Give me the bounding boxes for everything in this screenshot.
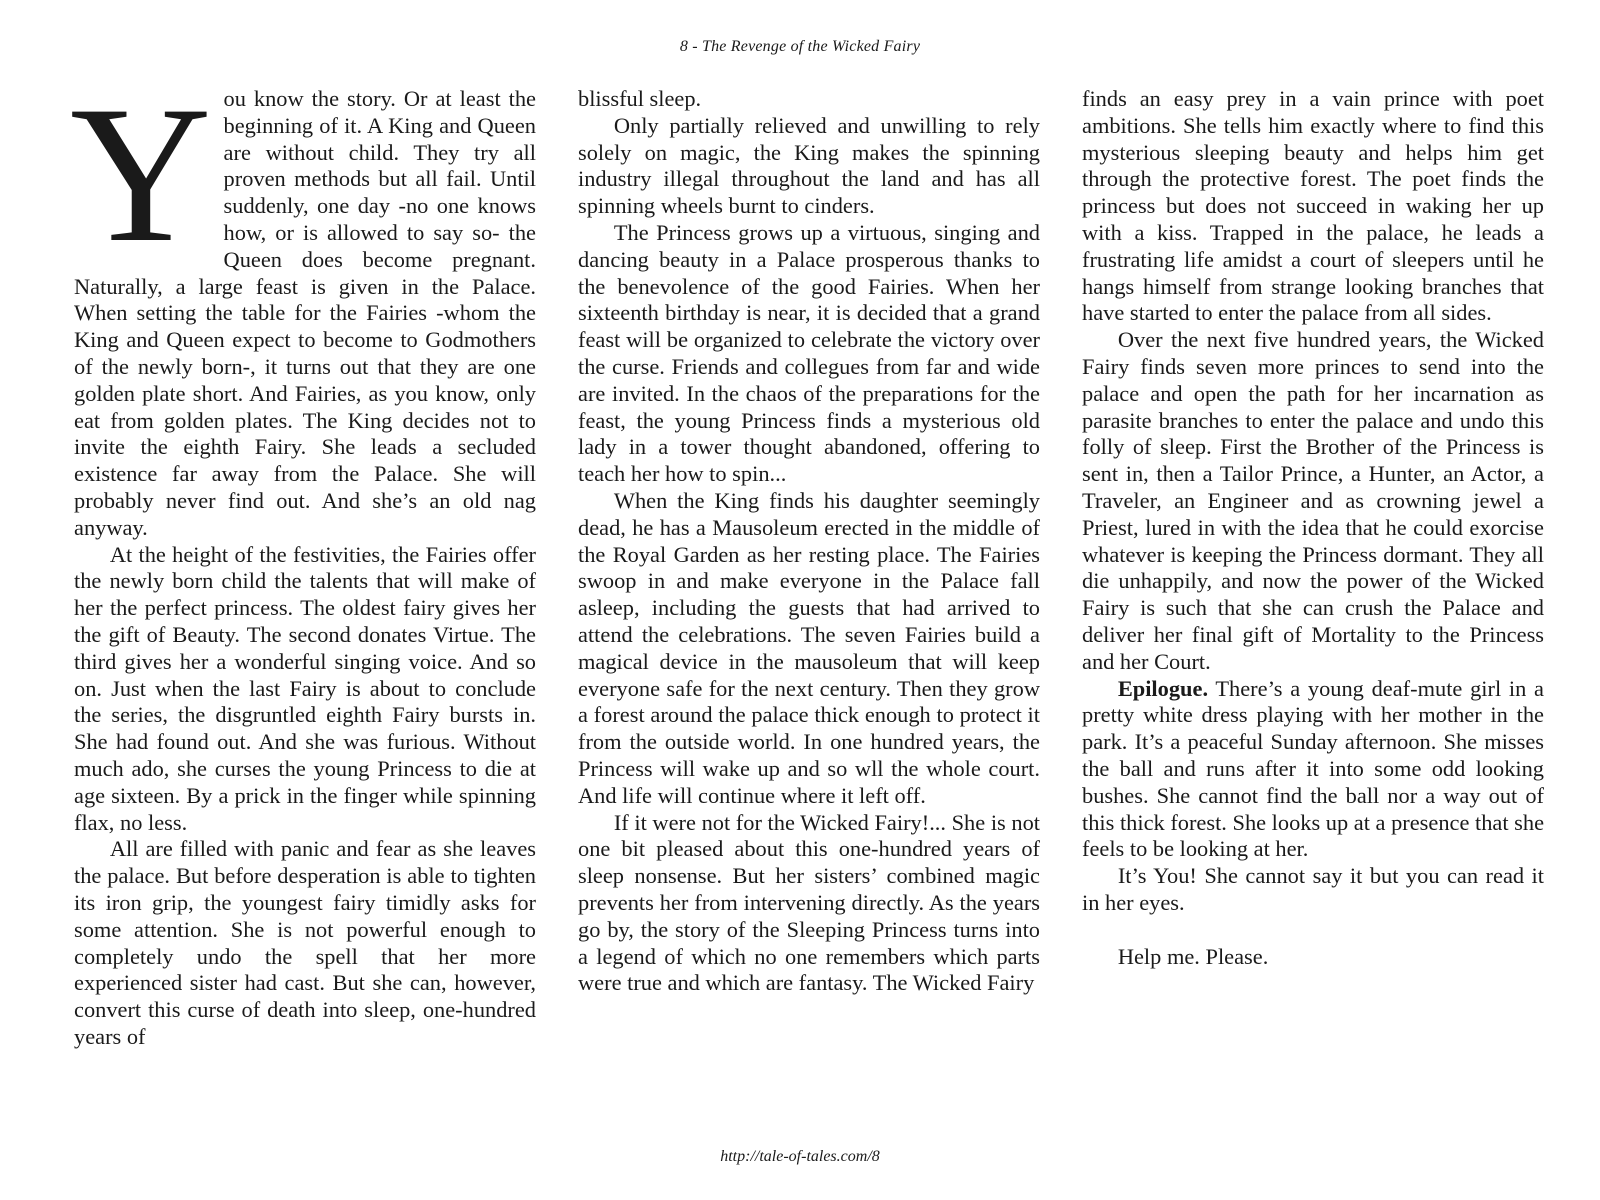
footer-url: http://tale-of-tales.com/8 [720,1148,880,1165]
text-column-3 [1082,86,1544,970]
paragraph-text: ou know the story. Or at least the beginning of it. A King and Queen are without child. They try all proven methods but all fail. Until suddenly, one day -no one knows how, or is allowed to say so- the Queen does become pregnant. Naturally, a large feast is given in the Palace. When setting the table for the Fairies -whom the King and Queen expect to become to Godmothers of the newly born-, it turns out that they are one golden plate short. And Fairies, as you know, only eat from golden plates. The King decides not to invite the eighth Fairy. She leads a secluded existence far away from the Palace. She will probably never find out. And she’s an old nag anyway. [74,86,536,540]
blank-line [1082,917,1544,944]
paragraph: Only partially relieved and unwilling to rely solely on magic, the King makes the spinning industry illegal throughout the land and has all spinning wheels burnt to cinders. [578,112,1040,219]
closing-line: Help me. Please. [1117,943,1269,969]
paragraph: All are filled with panic and fear as she leaves the palace. But before desperation is able to tighten its iron grip, the youngest fairy timidly asks for some attention. She is not powerful enough to completely undo the spell that her more experienced sister had cast. But she can, however, convert this curse of death into sleep, one-hundred years of [74,836,536,1049]
epilogue-label: Epilogue. [1117,675,1209,701]
paragraph: Over the next five hundred years, the Wicked Fairy finds seven more princes to send into the palace and open the path for her incarnation as parasite branches to enter the palace and undo this folly of sleep. First the Brother of the Princess is sent in, then a Tailor Prince, a Hunter, an Actor, a Traveler, an Engineer and as crowning jewel a Priest, lured in with the idea that he could exorcise whatever is keeping the Princess dormant. They all die unhappily, and now the power of the Wicked Fairy is such that she can crush the Palace and deliver her final gift of Mortality to the Princess and her Court. [1082,327,1544,674]
paragraph-continued: finds an easy prey in a vain prince with poet ambitions. She tells him exactly where to find this mysterious sleeping beauty and helps him get through the protective forest. The poet finds the princess but does not succeed in waking her up with a kiss. Trapped in the palace, he leads a frustrating life amidst a court of sleepers until he hangs himself from strange looking branches that have started to enter the palace from all sides. [1082,86,1544,326]
text-column-2 [578,86,1040,997]
paragraph: It’s You! She cannot say it but you can read it in her eyes. [1082,863,1544,915]
paragraph: When the King finds his daughter seemingly dead, he has a Mausoleum erected in the middle of the Royal Garden as her resting place. The Fairies swoop in and make everyone in the Palace fall asleep, including the guests that had arrived to attend the celebrations. The seven Fairies build a magical device in the mausoleum that will keep everyone safe for the next century. Then they grow a forest around the palace thick enough to protect it from the outside world. In one hundred years, the Princess will wake up and so wll the whole court. And life will continue where it left off. [578,487,1040,808]
paragraph: The Princess grows up a virtuous, singing and dancing beauty in a Palace prosperous thanks to the benevolence of the good Fairies. When her sixteenth birthday is near, it is decided that a grand feast will be organized to celebrate the victory over the curse. Friends and collegues from far and wide are invited. In the chaos of the preparations for the feast, the young Princess finds a mysterious old lady in a tower thought abandoned, offering to teach her how to spin... [578,219,1040,487]
running-head: 8 - The Revenge of the Wicked Fairy [679,38,921,55]
paragraph-continued: blissful sleep. [578,86,702,111]
paragraph-opening [70,66,536,542]
text-column-1 [70,66,536,1051]
paragraph-text: There’s a young deaf-mute girl in a pretty white dress playing with her mother in the park. It’s a peaceful Sunday afternoon. She misses the ball and runs after it into some odd looking bushes. She cannot find the ball nor a way out of this thick forest. She looks up at a presence that she feels to be looking at her. [1082,675,1545,862]
paragraph: At the height of the festivities, the Fairies offer the newly born child the talents that will make of her the perfect princess. The oldest fairy gives her the gift of Beauty. The second donates Virtue. The third gives her a wonderful singing voice. And so on. Just when the last Fairy is about to conclude the series, the disgruntled eighth Fairy bursts in. She had found out. And she was furious. Without much ado, she curses the young Princess to die at age sixteen. By a prick in the finger while spinning flax, no less. [74,541,536,835]
paragraph-epilogue [1082,676,1544,864]
paragraph: If it were not for the Wicked Fairy!... She is not one bit pleased about this one-hundred years of sleep nonsense. But her sisters’ combined magic prevents her from intervening directly. As the years go by, the story of the Sleeping Princess turns into a legend of which no one remembers which parts were true and which are fantasy. The Wicked Fairy [578,809,1040,996]
drop-cap: Y [70,66,212,283]
